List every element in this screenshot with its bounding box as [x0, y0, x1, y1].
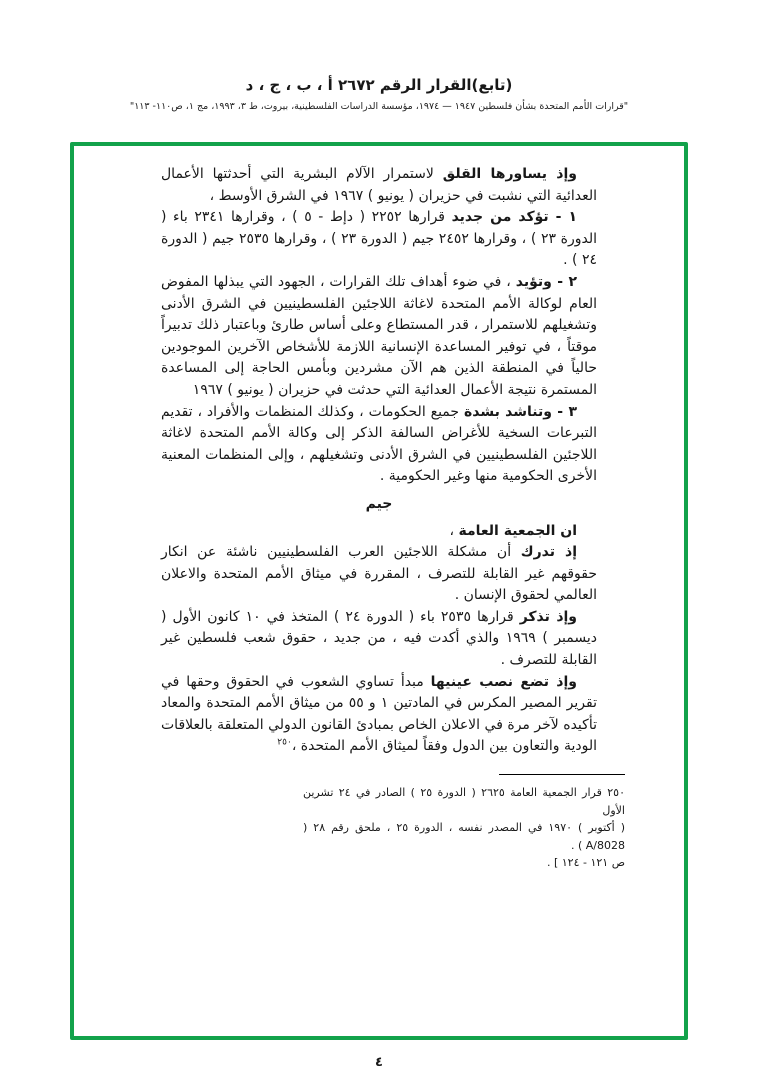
paragraph-lead: ١ - تؤكد من جديد — [451, 209, 577, 226]
paragraph-text: أن مشكلة اللاجئين العرب الفلسطينيين ناشئة عن انكار حقوقهم غير القابلة للتصرف ، المقررة في ميثاق الأمم المتحدة والاعلان العالمي لحقوق الإنسان . — [161, 544, 597, 604]
footnote-separator — [499, 774, 625, 775]
paragraph-text: قرارها ٢٢٥٢ ( دإط - ٥ ) ، وقرارها ٢٣٤١ باء ( الدورة ٢٣ ) ، وقرارها ٢٤٥٢ جيم ( الدورة ٢٣ ) ، وقرارها ٢٥٣٥ جيم ( الدورة ٢٤ ) . — [161, 209, 597, 269]
paragraph-text: قرارها ٢٥٣٥ باء ( الدورة ٢٤ ) المتخذ في ١٠ كانون الأول ( ديسمبر ) ١٩٦٩ والذي أكدت فيه ، من جديد ، حقوق شعب فلسطين غير القابلة للتصرف . — [161, 608, 597, 669]
paragraph-lead: ٣ - وتناشد بشدة — [463, 403, 577, 420]
green-border-frame — [70, 142, 688, 1040]
preamble-paragraph-2 — [161, 542, 597, 607]
footnote — [303, 774, 625, 872]
operative-paragraph-3 — [161, 402, 597, 488]
document-title: (تابع)القرار الرقم ٢٦٧٢ أ ، ب ، ج ، د — [245, 76, 513, 94]
paragraph-lead: ان الجمعية العامة — [458, 522, 577, 539]
operative-paragraph-2 — [161, 272, 597, 402]
footnote-line: ٢٥٠ قرار الجمعية العامة ٢٦٢٥ ( الدورة ٢٥ ) الصادر في ٢٤ تشرين الأول — [303, 786, 625, 817]
paragraph-lead: وإذ يساورها القلق — [442, 166, 577, 182]
preamble-paragraph-3 — [161, 607, 597, 672]
paragraph-lead: وإذ تذكر — [519, 608, 578, 625]
paragraph-text: ، — [449, 522, 459, 539]
preamble-paragraph-4 — [161, 672, 597, 758]
opening-line — [161, 521, 597, 543]
paragraph-lead: ٢ - وتؤيد — [515, 273, 577, 290]
paragraph-text: ، في ضوء أهداف تلك القرارات ، الجهود التي يبذلها المفوض العام لوكالة الأمم المتحدة لاغاثة اللاجئين الفلسطينيين في الشرق الأدنى وتشغيلهم للاستمرار ، قدر المستطاع وعلى أساس طارئ وباعتبار ذلك تدبيراً موقتاً ، في توفير المساعدة الإنسانية اللازمة للأشخاص الآخرين الموجودين حالياً في المنطقة الذين هم الآن مشردين وبأمس الحاجة إلى المساعدة المستمرة نتيجة الأعمال العدائية التي حدثت في حزيران ( يونيو ) ١٩٦٧ — [161, 273, 597, 398]
footnote-line: ص ١٢١ - ١٢٤ ] . — [546, 856, 625, 870]
document-header — [0, 0, 758, 112]
operative-paragraph-1 — [161, 207, 597, 272]
paragraph-lead: وإذ تضع نصب عينيها — [430, 673, 577, 690]
paragraph-text: لاستمرار الآلام البشرية التي أحدثتها الأعمال العدائية التي نشبت في حزيران ( يونيو ) ١٩٦٧ في الشرق الأوسط ، — [161, 166, 597, 204]
paragraph-text: جميع الحكومات ، وكذلك المنظمات والأفراد ، تقديم التبرعات السخية للأغراض السالفة الذكر إلى وكالة الأمم المتحدة لاغاثة اللاجئين الفلسطينيين في الشرق الأدنى وتشغيلهم ، وإلى المنظمات المعنية الأخرى الحكومية منها وغير الحكومية . — [161, 403, 597, 485]
footnote-line: ( أكتوبر ) ١٩٧٠ في المصدر نفسه ، الدورة ٢٥ ، ملحق رقم ٢٨ ( A/8028 ) . — [303, 821, 625, 852]
paragraph-text: مبدأ تساوي الشعوب في الحقوق وحقها في تقرير المصير المكرس في المادتين ١ و ٥٥ من ميثاق الأمم المتحدة والمعاد تأكيده لآخر مرة في الاعلان الخاص بمبادئ القانون الدولي المتعلقة بالعلاقات الودية والتعاون بين الدول وفقاً لميثاق الأمم المتحدة ، — [161, 673, 597, 755]
footnote-reference: ٢٥٠ — [277, 737, 292, 748]
page-number: ٤ — [375, 1055, 383, 1070]
resolution-text — [161, 146, 625, 872]
section-heading-jim: جيم — [365, 495, 393, 512]
preamble-paragraph-1 — [161, 164, 597, 207]
paragraph-lead: إذ تدرك — [520, 544, 578, 561]
source-citation: "قرارات الأمم المتحدة بشأن فلسطين ١٩٤٧ — ١٩٧٤، مؤسسة الدراسات الفلسطينية، بيروت، ط ٣، ١٩٩٣، مج ١، ص١١٠- ١١٣" — [129, 101, 629, 112]
